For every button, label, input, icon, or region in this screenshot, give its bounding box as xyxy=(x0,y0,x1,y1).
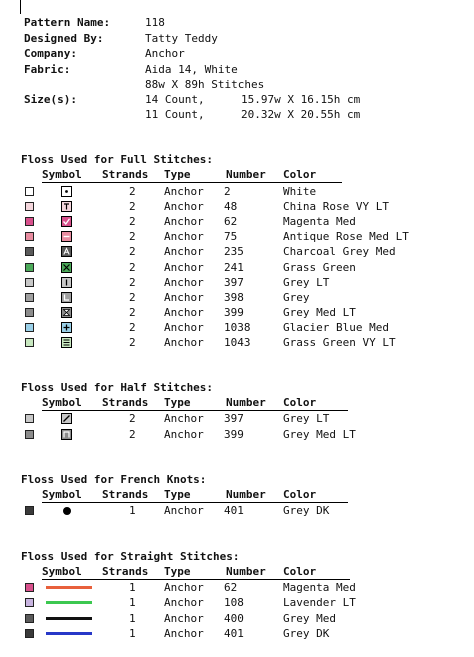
full-header-strands: Strands xyxy=(102,168,149,181)
straight-type: Anchor xyxy=(164,611,204,625)
straight-header-color: Color xyxy=(283,565,317,578)
full-color-swatch xyxy=(25,217,34,226)
full-number: 62 xyxy=(224,215,238,229)
full-header-number: Number xyxy=(226,168,266,181)
knots-header-number: Number xyxy=(226,488,266,501)
full-number: 241 xyxy=(224,260,244,274)
full-strands: 2 xyxy=(129,336,136,349)
stitch-line-icon xyxy=(46,632,92,635)
straight-color-swatch xyxy=(25,598,34,607)
full-color-name: Grass Green VY LT xyxy=(283,336,396,349)
half-color-name: Grey Med LT xyxy=(283,427,356,441)
pattern-name-label: Pattern Name: xyxy=(24,16,111,29)
full-header-rule xyxy=(42,182,342,183)
full-color-swatch xyxy=(25,202,34,211)
company-label: Company: xyxy=(24,47,77,60)
fabric-value: Aida 14, White xyxy=(145,63,238,76)
full-number: 75 xyxy=(224,230,238,244)
pattern-name-value: 118 xyxy=(145,16,165,29)
stitch-line-icon xyxy=(46,601,92,604)
full-type: Anchor xyxy=(164,215,204,229)
full-strands: 2 xyxy=(129,305,136,319)
minus-square-icon xyxy=(61,231,72,242)
full-color-swatch xyxy=(25,187,34,196)
half-color-swatch xyxy=(25,414,34,423)
straight-strands: 1 xyxy=(129,626,136,640)
full-strands: 2 xyxy=(129,260,136,274)
full-color-swatch xyxy=(25,232,34,241)
full-header-type: Type xyxy=(164,168,191,181)
full-type: Anchor xyxy=(164,245,204,259)
full-section-title: Floss Used for Full Stitches: xyxy=(21,153,214,166)
straight-header-strands: Strands xyxy=(102,565,149,578)
straight-header-rule xyxy=(42,579,350,580)
full-color-name: Magenta Med xyxy=(283,215,356,229)
knots-header-type: Type xyxy=(164,488,191,501)
straight-type: Anchor xyxy=(164,581,204,594)
full-type: Anchor xyxy=(164,320,204,334)
bars-square-icon xyxy=(61,337,72,348)
straight-header-symbol: Symbol xyxy=(42,565,82,578)
full-type: Anchor xyxy=(164,305,204,319)
full-number: 397 xyxy=(224,275,244,289)
full-strands: 2 xyxy=(129,245,136,259)
designed-by-label: Designed By: xyxy=(24,32,104,45)
size-count-11: 11 Count, xyxy=(145,108,205,121)
full-type: Anchor xyxy=(164,290,204,304)
dot-square-icon xyxy=(61,186,72,197)
straight-color-swatch xyxy=(25,629,34,638)
full-type: Anchor xyxy=(164,336,204,349)
full-type: Anchor xyxy=(164,185,204,198)
half-type: Anchor xyxy=(164,427,204,441)
full-type: Anchor xyxy=(164,200,204,214)
size-dims-14: 15.97w X 16.15h cm xyxy=(241,93,361,106)
half-type: Anchor xyxy=(164,412,204,425)
full-number: 2 xyxy=(224,185,231,198)
straight-color-swatch xyxy=(25,614,34,623)
full-color-swatch xyxy=(25,278,34,287)
n-square-icon xyxy=(61,429,72,440)
half-section-title: Floss Used for Half Stitches: xyxy=(21,381,214,394)
knots-strands: 1 xyxy=(129,504,136,517)
full-header-color: Color xyxy=(283,168,317,181)
half-header-symbol: Symbol xyxy=(42,396,82,409)
half-header-color: Color xyxy=(283,396,317,409)
straight-type: Anchor xyxy=(164,596,204,610)
full-color-swatch xyxy=(25,247,34,256)
size-dims-11: 20.32w X 20.55h cm xyxy=(241,108,361,121)
full-strands: 2 xyxy=(129,290,136,304)
half-strands: 2 xyxy=(129,412,136,425)
full-number: 1038 xyxy=(224,320,251,334)
straight-number: 108 xyxy=(224,596,244,610)
full-color-swatch xyxy=(25,308,34,317)
full-strands: 2 xyxy=(129,185,136,198)
text-cursor xyxy=(20,0,21,14)
size-label: Size(s): xyxy=(24,93,77,106)
hourglass-square-icon xyxy=(61,307,72,318)
half-number: 397 xyxy=(224,412,244,425)
full-color-name: Grey Med LT xyxy=(283,305,356,319)
straight-section-title: Floss Used for Straight Stitches: xyxy=(21,550,240,563)
company-value: Anchor xyxy=(145,47,185,60)
full-type: Anchor xyxy=(164,275,204,289)
check-square-icon xyxy=(61,216,72,227)
straight-color-name: Magenta Med xyxy=(283,581,356,594)
straight-strands: 1 xyxy=(129,596,136,610)
full-color-swatch xyxy=(25,323,34,332)
full-number: 48 xyxy=(224,200,238,214)
full-strands: 2 xyxy=(129,215,136,229)
knots-header-rule xyxy=(42,502,348,503)
full-color-name: Glacier Blue Med xyxy=(283,320,389,334)
half-color-swatch xyxy=(25,430,34,439)
knots-section-title: Floss Used for French Knots: xyxy=(21,473,207,486)
full-color-name: Grey LT xyxy=(283,275,330,289)
straight-header-type: Type xyxy=(164,565,191,578)
full-type: Anchor xyxy=(164,260,204,274)
full-number: 1043 xyxy=(224,336,251,349)
straight-header-number: Number xyxy=(226,565,266,578)
half-header-number: Number xyxy=(226,396,266,409)
fabric-label: Fabric: xyxy=(24,63,71,76)
half-number: 399 xyxy=(224,427,244,441)
designed-by-value: Tatty Teddy xyxy=(145,32,218,45)
knots-header-strands: Strands xyxy=(102,488,149,501)
straight-color-name: Lavender LT xyxy=(283,596,356,610)
full-type: Anchor xyxy=(164,230,204,244)
knots-color-name: Grey DK xyxy=(283,504,330,517)
stitch-line-icon xyxy=(46,617,92,620)
knots-header-symbol: Symbol xyxy=(42,488,82,501)
plus-square-icon xyxy=(61,322,72,333)
full-color-swatch xyxy=(25,263,34,272)
half-strands: 2 xyxy=(129,427,136,441)
stitch-line-icon xyxy=(46,586,92,589)
half-color-name: Grey LT xyxy=(283,412,330,425)
straight-color-name: Grey DK xyxy=(283,626,330,640)
french-knot-dot-icon xyxy=(63,507,71,515)
full-number: 235 xyxy=(224,245,244,259)
straight-number: 62 xyxy=(224,581,238,594)
straight-strands: 1 xyxy=(129,581,136,594)
straight-color-name: Grey Med xyxy=(283,611,336,625)
full-color-name: Grass Green xyxy=(283,260,356,274)
straight-number: 400 xyxy=(224,611,244,625)
x-square-icon xyxy=(61,262,72,273)
knots-color-swatch xyxy=(25,506,34,515)
full-strands: 2 xyxy=(129,275,136,289)
knots-header-color: Color xyxy=(283,488,317,501)
size-count-14: 14 Count, xyxy=(145,93,205,106)
knots-type: Anchor xyxy=(164,504,204,517)
full-color-swatch xyxy=(25,338,34,347)
full-number: 398 xyxy=(224,290,244,304)
t-square-icon xyxy=(61,201,72,212)
half-header-strands: Strands xyxy=(102,396,149,409)
stitch-count: 88w X 89h Stitches xyxy=(145,78,265,91)
half-header-type: Type xyxy=(164,396,191,409)
full-color-name: Grey xyxy=(283,290,310,304)
full-strands: 2 xyxy=(129,320,136,334)
full-strands: 2 xyxy=(129,230,136,244)
full-color-name: White xyxy=(283,185,317,198)
straight-type: Anchor xyxy=(164,626,204,640)
full-color-name: Antique Rose Med LT xyxy=(283,230,409,244)
straight-color-swatch xyxy=(25,583,34,592)
full-color-name: Charcoal Grey Med xyxy=(283,245,396,259)
diagonal-square-icon xyxy=(61,413,72,424)
l-square-icon xyxy=(61,292,72,303)
full-strands: 2 xyxy=(129,200,136,214)
a-square-icon xyxy=(61,246,72,257)
full-number: 399 xyxy=(224,305,244,319)
full-color-swatch xyxy=(25,293,34,302)
full-color-name: China Rose VY LT xyxy=(283,200,389,214)
straight-number: 401 xyxy=(224,626,244,640)
knots-number: 401 xyxy=(224,504,244,517)
straight-strands: 1 xyxy=(129,611,136,625)
i-square-icon xyxy=(61,277,72,288)
full-header-symbol: Symbol xyxy=(42,168,82,181)
half-header-rule xyxy=(42,410,348,411)
